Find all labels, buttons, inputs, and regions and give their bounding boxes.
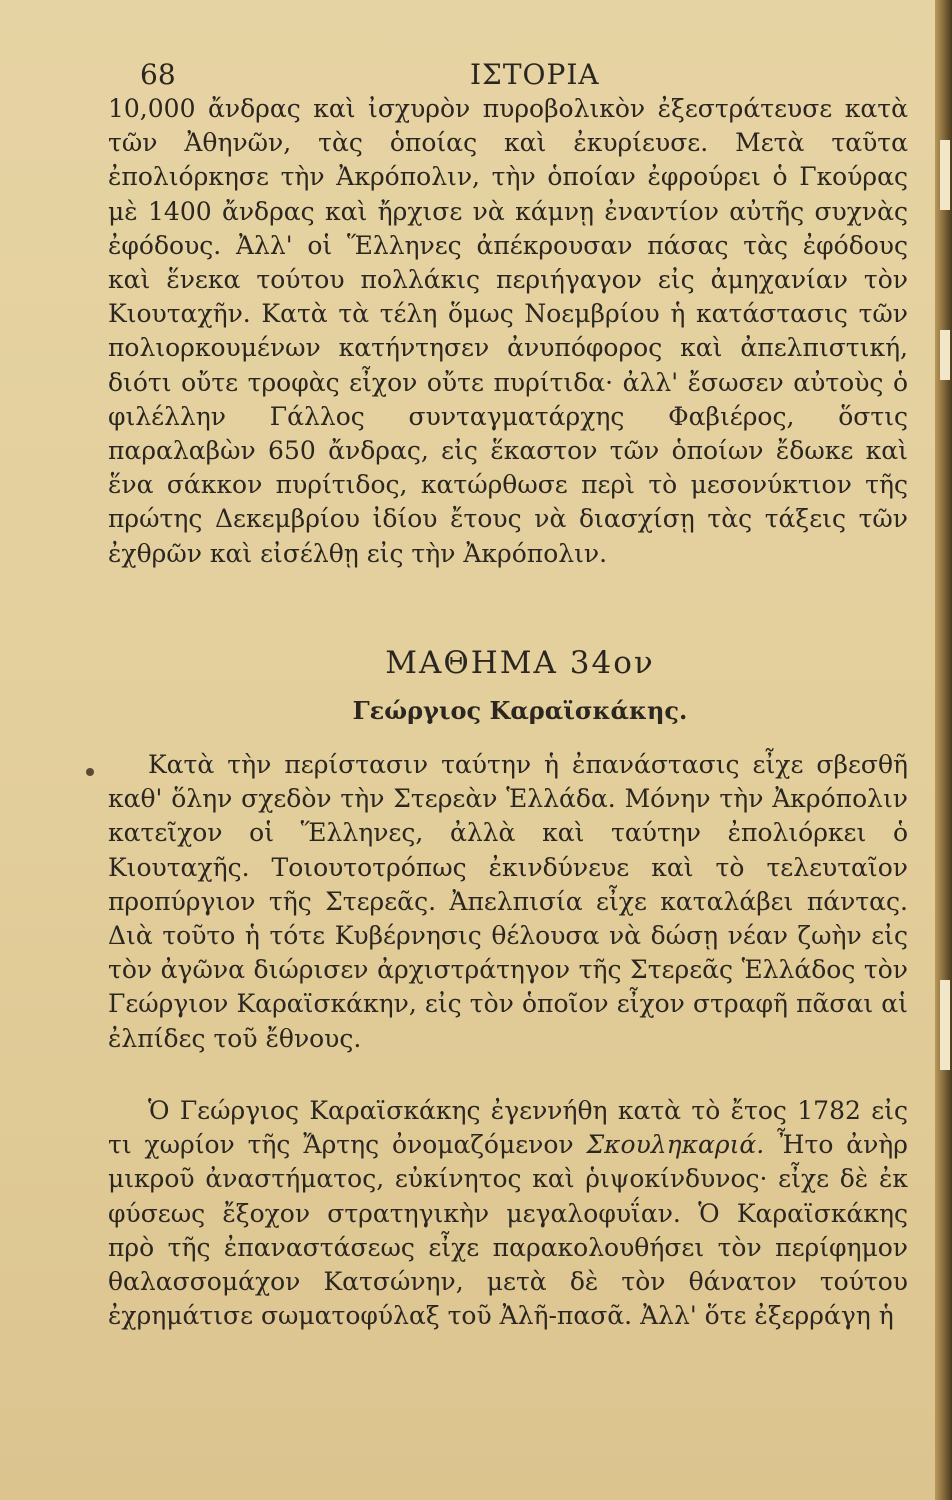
spine-band <box>940 330 950 380</box>
paragraph-1: 10,000 ἄνδρας καὶ ἰσχυρὸν πυροβολικὸν ἐξεστράτευσε κατὰ τῶν Ἀθηνῶν, τὰς ὁποίας καὶ ἐκυρίευσε. Μετὰ ταῦτα ἐπολιόρκησε τὴν Ἀκρόπολιν, τὴν ὁποίαν ἐφρούρει ὁ Γκούρας μὲ 1400 ἄνδρας καὶ ἤρχισε νὰ κάμνῃ ἐναντίον αὐτῆς συχνὰς ἐφόδους. Ἀλλ' οἱ Ἕλληνες ἀπέκρουσαν πάσας τὰς ἐφόδους καὶ ἕνεκα τούτου πολλάκις περιήγαγον εἰς ἀμηχανίαν τὸν Κιουταχῆν. Κατὰ τὰ τέλη ὅμως Νοεμβρίου ἡ κατάστασις τῶν πολιορκουμένων κατήντησεν ἀνυπόφορος καὶ ἀπελπιστική, διότι οὔτε τροφὰς εἶχον οὔτε πυρίτιδα· ἀλλ' ἔσωσεν αὐτοὺς ὁ φιλέλλην Γάλλος συνταγματάρχης Φαβιέρος, ὅστις παραλαβὼν 650 ἄνδρας, εἰς ἕκαστον τῶν ὁποίων ἔδωκε καὶ ἕνα σάκκον πυρίτιδος, κατώρθωσε περὶ τὸ μεσονύκτιον τῆς πρώτης Δεκεμβρίου ἰδίου ἔτους νὰ διασχίσῃ τὰς τάξεις τῶν ἐχθρῶν καὶ εἰσέλθῃ εἰς τὴν Ἀκρόπολιν. <box>108 94 908 568</box>
paragraph-2: Κατὰ τὴν περίστασιν ταύτην ἡ ἐπανάστασις εἶχε σβεσθῆ καθ' ὅλην σχεδὸν τὴν Στερεὰν Ἑλλάδα. Μόνην τὴν Ἀκρόπολιν κατεῖχον οἱ Ἕλληνες, ἀλλὰ καὶ ταύτην ἐπολιόρκει ὁ Κιουταχῆς. Τοιουτοτρόπως ἐκινδύνευε καὶ τὸ τελευταῖον προπύργιον τῆς Στερεᾶς. Ἀπελπισία εἶχε καταλάβει πάντας. Διὰ τοῦτο ἡ τότε Κυβέρνησις θέλουσα νὰ δώσῃ νέαν ζωὴν εἰς τὸν ἀγῶνα διώρισεν ἀρχιστράτηγον τῆς Στερεᾶς Ἑλλάδος τὸν Γεώργιον Καραϊσκάκην, εἰς τὸν ὁποῖον εἶχον στραφῆ πᾶσαι αἱ ἐλπίδες τοῦ ἔθνους. <box>108 750 908 1053</box>
paragraph-3-start: Ὁ Γεώργιος Καραϊσκάκης ἐγεννήθη κατὰ τὸ ἔτος 1782 εἰς τι χωρίον τῆς Ἄρτης ὀνομαζόμενον <box>108 1096 908 1160</box>
page-header <box>140 58 910 94</box>
paragraph-3 <box>108 1094 908 1333</box>
page-number: 68 <box>140 58 176 91</box>
spine-band <box>940 980 950 1070</box>
lesson-subtitle: Γεώργιος Καραϊσκάκης. <box>352 696 688 725</box>
margin-mark <box>86 768 94 776</box>
book-spine-edge <box>935 0 952 1500</box>
place-name: Σκουληκαριά. <box>586 1130 765 1160</box>
spine-band <box>940 140 950 210</box>
paragraph-3-end: Ἦτο ἀνὴρ μικροῦ ἀναστήματος, εὐκίνητος καὶ ῥιψοκίνδυνος· εἶχε δὲ ἐκ φύσεως ἔξοχον στρατηγικὴν μεγαλοφυΐαν. Ὁ Καραϊσκάκης πρὸ τῆς ἐπαναστάσεως εἶχε παρακολουθήσει τὸν περίφημον θαλασσομάχον Κατσώνην, μετὰ δὲ τὸν θάνατον τούτου ἐχρημάτισε σωματοφύλαξ τοῦ Ἀλῆ-πασᾶ. Ἀλλ' ὅτε ἐξερράγη ἡ <box>108 1130 908 1331</box>
running-title: ΙΣΤΟΡΙΑ <box>470 58 600 91</box>
lesson-title: ΜΑΘΗΜΑ 34ον <box>385 645 655 681</box>
